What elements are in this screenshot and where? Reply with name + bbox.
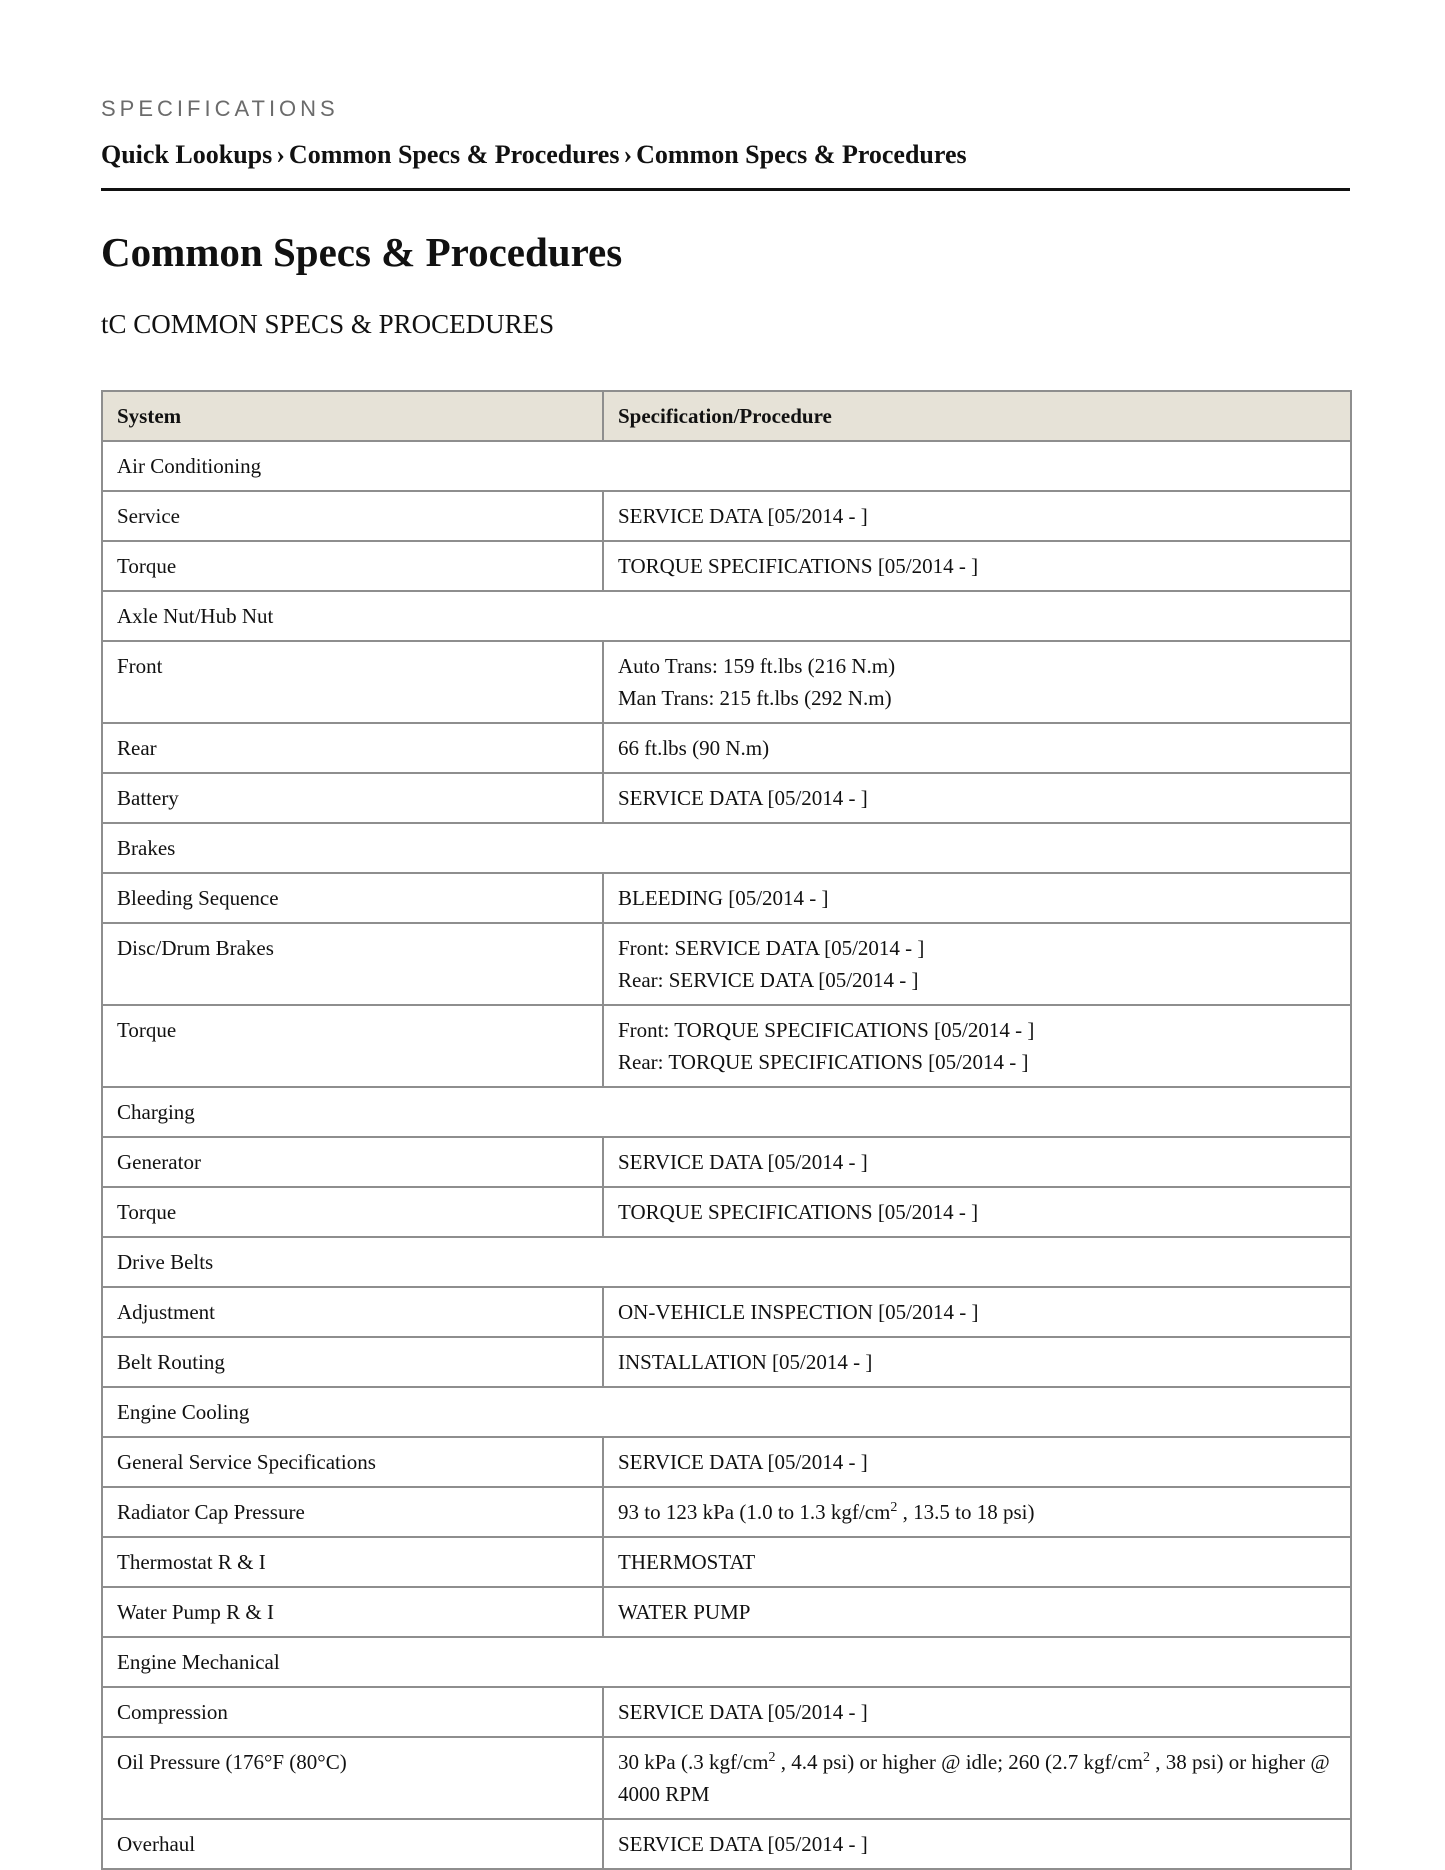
table-group-row [102,823,1351,873]
system-cell: Torque [102,1005,603,1087]
superscript: 2 [768,1750,776,1765]
breadcrumb-separator: › [623,140,633,169]
spec-line: Man Trans: 215 ft.lbs (292 N.m) [618,686,892,710]
system-cell: Disc/Drum Brakes [102,923,603,1005]
spec-cell [603,1287,1351,1337]
table-row [102,1337,1351,1387]
breadcrumb-separator: › [276,140,285,169]
system-cell: Torque [102,1187,603,1237]
superscript: 2 [1143,1750,1151,1765]
spec-cell [603,873,1351,923]
table-row [102,541,1351,591]
table-row [102,1587,1351,1637]
spec-text: 30 kPa (.3 kgf/cm [618,1750,769,1774]
table-group-row [102,591,1351,641]
breadcrumb-item-current: Common Specs & Procedures [636,140,967,169]
group-label: Engine Mechanical [102,1637,1351,1687]
spec-text: , 38 psi) or higher @ 4000 RPM [618,1750,1330,1806]
breadcrumb-item-common-specs[interactable]: Common Specs & Procedures [288,140,620,169]
spec-line[interactable]: BLEEDING [05/2014 - ] [618,886,829,910]
spec-cell [603,1537,1351,1587]
system-cell: Generator [102,1137,603,1187]
spec-line[interactable]: TORQUE SPECIFICATIONS [05/2014 - ] [618,1200,979,1224]
table-row [102,1005,1351,1087]
spec-cell [603,491,1351,541]
table-group-row [102,1387,1351,1437]
spec-line[interactable]: Front: TORQUE SPECIFICATIONS [05/2014 - ] [618,1018,1035,1042]
spec-line[interactable]: THERMOSTAT [618,1550,756,1574]
system-cell: Compression [102,1687,603,1737]
system-cell: Adjustment [102,1287,603,1337]
table-row [102,923,1351,1005]
system-cell: Overhaul [102,1819,603,1869]
column-header-system: System [102,391,603,441]
table-row [102,723,1351,773]
system-cell: Service [102,491,603,541]
spec-line[interactable]: SERVICE DATA [05/2014 - ] [618,1700,868,1724]
system-cell: Torque [102,541,603,591]
system-cell: Water Pump R & I [102,1587,603,1637]
spec-cell [603,1187,1351,1237]
spec-line[interactable]: Rear: TORQUE SPECIFICATIONS [05/2014 - ] [618,1050,1029,1074]
breadcrumb-item-quick-lookups[interactable]: Quick Lookups [101,140,273,169]
header-divider [101,188,1350,191]
spec-line[interactable]: SERVICE DATA [05/2014 - ] [618,1450,868,1474]
system-cell: General Service Specifications [102,1437,603,1487]
table-group-row [102,1237,1351,1287]
spec-line[interactable]: ON-VEHICLE INSPECTION [05/2014 - ] [618,1300,979,1324]
system-cell: Battery [102,773,603,823]
spec-cell [603,1487,1351,1537]
table-row [102,1687,1351,1737]
spec-line[interactable]: INSTALLATION [05/2014 - ] [618,1350,873,1374]
spec-line[interactable]: SERVICE DATA [05/2014 - ] [618,1150,868,1174]
system-cell: Radiator Cap Pressure [102,1487,603,1537]
spec-line[interactable]: SERVICE DATA [05/2014 - ] [618,504,868,528]
system-cell: Rear [102,723,603,773]
page-title: Common Specs & Procedures [101,229,623,275]
table-row [102,1537,1351,1587]
system-cell: Front [102,641,603,723]
spec-cell [603,641,1351,723]
table-group-row [102,1637,1351,1687]
system-cell: Belt Routing [102,1337,603,1387]
spec-cell [603,773,1351,823]
superscript: 2 [890,1500,898,1515]
group-label: Engine Cooling [102,1387,1351,1437]
system-cell: Bleeding Sequence [102,873,603,923]
spec-line[interactable]: TORQUE SPECIFICATIONS [05/2014 - ] [618,554,979,578]
table-row [102,773,1351,823]
spec-cell [603,541,1351,591]
spec-cell [603,1437,1351,1487]
table-row [102,491,1351,541]
table-row [102,1137,1351,1187]
spec-cell [603,923,1351,1005]
table-row [102,1819,1351,1869]
table-row [102,1187,1351,1237]
spec-line[interactable]: Rear: SERVICE DATA [05/2014 - ] [618,968,919,992]
spec-cell [603,1737,1351,1819]
page-subtitle: tC COMMON SPECS & PROCEDURES [101,309,555,339]
spec-cell [603,1819,1351,1869]
table-header-row [102,391,1351,441]
table-row [102,1437,1351,1487]
group-label: Charging [102,1087,1351,1137]
system-cell: Thermostat R & I [102,1537,603,1587]
spec-text: , 13.5 to 18 psi) [897,1500,1035,1524]
table-row [102,1737,1351,1819]
spec-cell [603,1587,1351,1637]
group-label: Brakes [102,823,1351,873]
spec-cell [603,1337,1351,1387]
spec-cell [603,1687,1351,1737]
spec-cell [603,1005,1351,1087]
breadcrumb [101,138,967,172]
group-label: Air Conditioning [102,441,1351,491]
spec-line[interactable]: Front: SERVICE DATA [05/2014 - ] [618,936,925,960]
table-row [102,641,1351,723]
spec-line: Auto Trans: 159 ft.lbs (216 N.m) [618,654,896,678]
spec-line[interactable]: SERVICE DATA [05/2014 - ] [618,1832,868,1856]
column-header-spec: Specification/Procedure [603,391,1351,441]
specs-table-body [102,441,1351,1869]
specs-table [101,390,1352,1870]
spec-line: 66 ft.lbs (90 N.m) [618,736,770,760]
spec-cell [603,723,1351,773]
section-label: SPECIFICATIONS [101,96,339,121]
spec-text: , 4.4 psi) or higher @ idle; 260 (2.7 kgf/cm [775,1750,1144,1774]
group-label: Axle Nut/Hub Nut [102,591,1351,641]
group-label: Drive Belts [102,1237,1351,1287]
table-row [102,873,1351,923]
system-cell: Oil Pressure (176°F (80°C) [102,1737,603,1819]
spec-cell [603,1137,1351,1187]
spec-text: 93 to 123 kPa (1.0 to 1.3 kgf/cm [618,1500,891,1524]
table-group-row [102,1087,1351,1137]
spec-line[interactable]: WATER PUMP [618,1600,751,1624]
table-row [102,1287,1351,1337]
spec-line[interactable]: SERVICE DATA [05/2014 - ] [618,786,868,810]
table-group-row [102,441,1351,491]
table-row [102,1487,1351,1537]
